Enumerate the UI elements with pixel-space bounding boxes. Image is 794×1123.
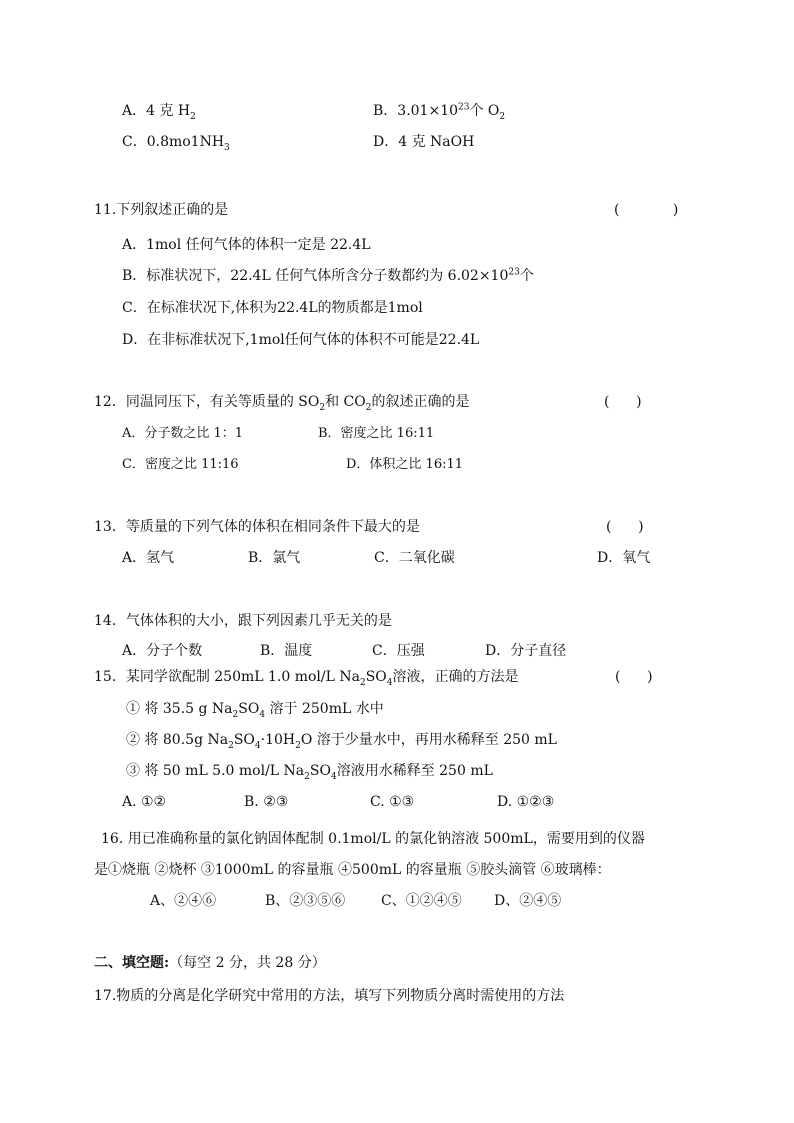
q13-option-d: D．氧气 — [597, 550, 651, 566]
q15-item-1: ① 将 35.5 g $Na_2SO_4$ 溶于 250mL 水中 — [126, 701, 384, 720]
q13-option-a: A．氢气 — [122, 550, 175, 566]
q15-option-a: A. ①② — [122, 794, 167, 810]
section-2-score-note: （每空 2 分，共 28 分） — [169, 955, 326, 971]
q16-stem-line-1: 16. 用已准确称量的氯化钠固体配制 0.1mol/L 的氯化钠溶液 500mL，需要用到的仪器 — [101, 831, 645, 847]
q15-item-2: ② 将 80.5g $Na_2SO_4\cdot 10H_2O$ 溶于少量水中，再用水稀释至 250 mL — [126, 732, 557, 751]
q16-option-c: C、①②④⑤ — [381, 893, 462, 909]
q12-option-c: C．密度之比 11:16 — [122, 457, 239, 472]
q15-item-3: ③ 将 50 mL 5.0 mol/L $Na_2SO_4$溶液用水稀释至 250 mL — [126, 763, 493, 782]
q11-option-d: D．在非标准状况下,1mol任何气体的体积不可能是22.4L — [122, 332, 480, 348]
q10-option-d: D．4 克 NaOH — [373, 134, 475, 150]
q11-option-a: A．1mol 任何气体的体积一定是 22.4L — [122, 237, 371, 253]
q13-stem: 13．等质量的下列气体的体积在相同条件下最大的是 — [94, 519, 420, 535]
q14-option-c: C．压强 — [372, 643, 425, 659]
q17-stem: 17.物质的分离是化学研究中常用的方法，填写下列物质分离时需使用的方法 — [94, 988, 565, 1004]
section-2-title: 二、填空题: — [94, 955, 170, 971]
q16-stem-line-2: 是①烧瓶 ②烧杯 ③1000mL 的容量瓶 ④500mL 的容量瓶 ⑤胶头滴管 ⑥玻璃棒： — [94, 862, 611, 878]
q14-option-b: B．温度 — [260, 643, 313, 659]
q15-answer-paren: ( ) — [615, 669, 653, 685]
q13-answer-paren: ( ) — [606, 519, 644, 535]
q12-option-b: B．密度之比 16:11 — [318, 426, 435, 441]
q14-stem: 14．气体体积的大小，跟下列因素几乎无关的是 — [94, 613, 392, 629]
q11-stem: 11.下列叙述正确的是 — [94, 202, 229, 218]
q15-option-c: C. ①③ — [370, 794, 415, 810]
section-2-heading — [94, 953, 326, 973]
q16-option-b: B、②③⑤⑥ — [265, 893, 346, 909]
q15-option-b: B. ②③ — [244, 794, 289, 810]
q14-option-d: D．分子直径 — [485, 643, 567, 659]
q10-option-a: A．4 克 $H_2$ — [122, 103, 196, 122]
q10-option-b: B．$3.01\times 10^{23}$个 $O_2$ — [373, 102, 506, 122]
q15-stem: 15．某同学欲配制 250mL 1.0 mol/L $Na_2SO_4$溶液，正确的方法是 — [94, 669, 519, 688]
q12-stem: 12．同温同压下，有关等质量的 $SO_2$和 $CO_2$的叙述正确的是 — [94, 394, 470, 413]
q11-answer-paren: ( ) — [614, 202, 679, 218]
q10-option-c: C．$0.8mo1NH_3$ — [122, 134, 230, 153]
q12-option-a: A．分子数之比 1：1 — [122, 426, 244, 441]
q12-option-d: D．体积之比 16:11 — [346, 457, 464, 472]
q12-answer-paren: ( ) — [604, 394, 642, 410]
q11-option-b: B．标准状况下，22.4L 任何气体所含分子数都约为 $6.02\times 10^{23}$个 — [122, 267, 534, 284]
q16-option-d: D、②④⑤ — [494, 893, 562, 909]
q14-option-a: A．分子个数 — [122, 643, 203, 659]
q11-option-c: C．在标准状况下,体积为22.4L的物质都是1mol — [122, 300, 423, 316]
q13-option-b: B．氯气 — [248, 550, 301, 566]
q16-option-a: A、②④⑥ — [150, 893, 217, 909]
q15-option-d: D. ①②③ — [497, 794, 555, 810]
q13-option-c: C．二氧化碳 — [374, 550, 455, 566]
